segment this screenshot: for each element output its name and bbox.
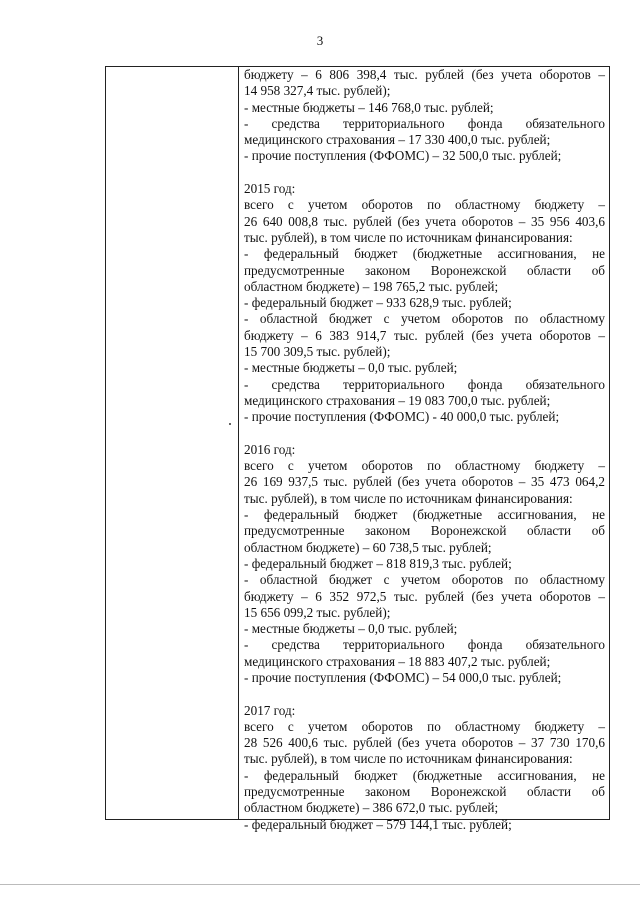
text-line: предусмотренные законом Воронежской области об bbox=[244, 784, 605, 800]
text-line: 2015 год: bbox=[244, 181, 296, 197]
text-line: - прочие поступления (ФФОМС) - 40 000,0 тыс. рублей; bbox=[244, 409, 560, 425]
blank-line bbox=[244, 686, 605, 702]
text-line: 28 526 400,6 тыс. рублей (без учета оборотов – 37 730 170,6 bbox=[244, 735, 605, 751]
text-line: бюджету – 6 352 972,5 тыс. рублей (без учета оборотов – bbox=[244, 588, 605, 604]
text-line: 15 656 099,2 тыс. рублей); bbox=[244, 604, 391, 620]
text-line: - федеральный бюджет – 933 628,9 тыс. рублей; bbox=[244, 295, 512, 311]
text-line: - средства территориального фонда обязательного bbox=[244, 376, 605, 392]
text-line: - прочие поступления (ФФОМС) – 54 000,0 тыс. рублей; bbox=[244, 669, 562, 685]
page-number: 3 bbox=[316, 33, 324, 48]
text-line: 14 958 327,4 тыс. рублей); bbox=[244, 83, 391, 99]
text-line: предусмотренные законом Воронежской области об bbox=[244, 262, 605, 278]
text-line: - местные бюджеты – 146 768,0 тыс. рублей; bbox=[244, 99, 494, 115]
text-line: - областной бюджет с учетом оборотов по областному bbox=[244, 572, 605, 588]
text-line: - федеральный бюджет (бюджетные ассигнования, не bbox=[244, 507, 605, 523]
text-line: тыс. рублей), в том числе по источникам финансирования: bbox=[244, 751, 573, 767]
text-line: - областной бюджет с учетом оборотов по областному bbox=[244, 311, 605, 327]
text-line: всего с учетом оборотов по областному бюджету – bbox=[244, 197, 605, 213]
scan-speck bbox=[229, 423, 231, 425]
blank-line bbox=[244, 426, 605, 442]
text-line: - федеральный бюджет – 818 819,3 тыс. рублей; bbox=[244, 555, 512, 571]
text-line: тыс. рублей), в том числе по источникам финансирования: bbox=[244, 490, 573, 506]
text-line: - средства территориального фонда обязательного bbox=[244, 115, 605, 131]
text-line: 26 169 937,5 тыс. рублей (без учета оборотов – 35 473 064,2 bbox=[244, 474, 605, 490]
text-line: - местные бюджеты – 0,0 тыс. рублей; bbox=[244, 360, 458, 376]
text-line: всего с учетом оборотов по областному бюджету – bbox=[244, 458, 605, 474]
table-cell-text bbox=[244, 67, 605, 832]
table-column-divider bbox=[238, 66, 239, 820]
text-line: предусмотренные законом Воронежской области об bbox=[244, 523, 605, 539]
text-line: - федеральный бюджет (бюджетные ассигнования, не bbox=[244, 246, 605, 262]
text-line: 2016 год: bbox=[244, 441, 296, 457]
text-line: - прочие поступления (ФФОМС) – 32 500,0 тыс. рублей; bbox=[244, 148, 562, 164]
text-line: тыс. рублей), в том числе по источникам финансирования: bbox=[244, 229, 573, 245]
text-line: медицинского страхования – 18 883 407,2 тыс. рублей; bbox=[244, 653, 551, 669]
text-line: бюджету – 6 806 398,4 тыс. рублей (без учета оборотов – bbox=[244, 67, 605, 82]
text-line: всего с учетом оборотов по областному бюджету – bbox=[244, 718, 605, 734]
text-line: 15 700 309,5 тыс. рублей); bbox=[244, 344, 391, 360]
text-line: областном бюджете) – 386 672,0 тыс. рублей; bbox=[244, 800, 499, 816]
text-line: - местные бюджеты – 0,0 тыс. рублей; bbox=[244, 621, 458, 637]
page-bottom-rule bbox=[0, 884, 640, 885]
text-line: - средства территориального фонда обязательного bbox=[244, 637, 605, 653]
text-line: областном бюджете) – 198 765,2 тыс. рублей; bbox=[244, 278, 499, 294]
text-line: 2017 год: bbox=[244, 702, 296, 718]
text-line: медицинского страхования – 17 330 400,0 тыс. рублей; bbox=[244, 132, 551, 148]
text-line: - федеральный бюджет (бюджетные ассигнования, не bbox=[244, 767, 605, 783]
text-line: 26 640 008,8 тыс. рублей (без учета оборотов – 35 956 403,6 bbox=[244, 213, 605, 229]
text-line: бюджету – 6 383 914,7 тыс. рублей (без учета оборотов – bbox=[244, 327, 605, 343]
text-line: - федеральный бюджет – 579 144,1 тыс. рублей; bbox=[244, 816, 512, 832]
blank-line bbox=[244, 165, 605, 181]
text-line: областном бюджете) – 60 738,5 тыс. рублей; bbox=[244, 539, 492, 555]
text-line: медицинского страхования – 19 083 700,0 тыс. рублей; bbox=[244, 392, 551, 408]
